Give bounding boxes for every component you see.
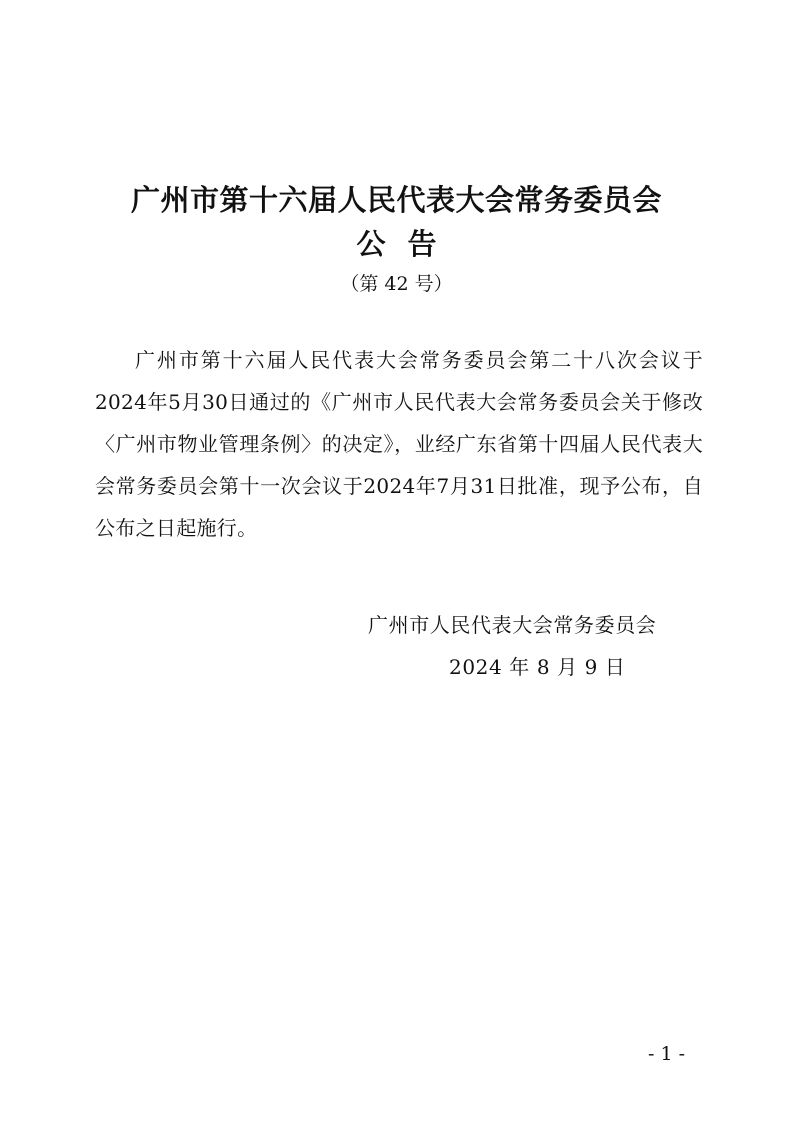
- document-subtitle: 公告: [356, 227, 459, 261]
- body-paragraph: 广州市第十六届人民代表大会常务委员会第二十八次会议于2024年5月30日通过的《广州市人民代表大会常务委员会关于修改〈广州市物业管理条例〉的决定》，业经广东省第十四届人民代表大会常务委员会第十一次会议于2024年7月31日批准，现予公布，自公布之日起施行。: [95, 348, 703, 540]
- signature-date: 2024 年 8 月 9 日: [449, 655, 626, 679]
- document-title: 广州市第十六届人民代表大会常务委员会: [130, 183, 662, 217]
- announcement-number: （第 42 号）: [340, 273, 453, 295]
- signature-organization: 广州市人民代表大会常务委员会: [368, 613, 657, 637]
- page-number: - 1 -: [648, 1043, 686, 1065]
